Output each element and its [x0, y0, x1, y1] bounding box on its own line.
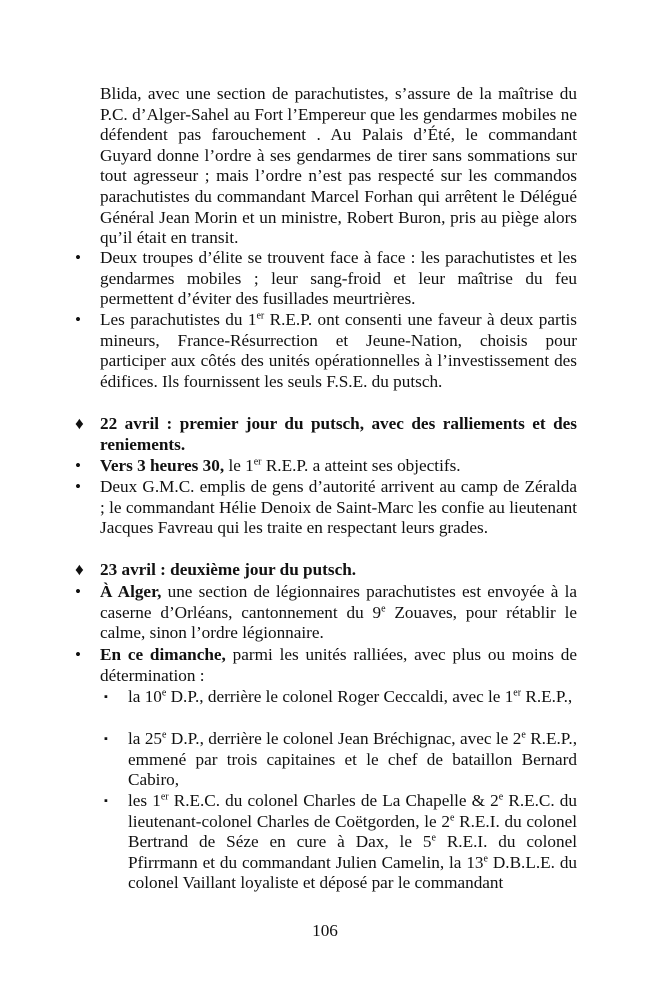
list-item: [75, 310, 577, 392]
list-item: [75, 645, 577, 686]
list-item: [75, 248, 577, 310]
paragraph-continuation: [100, 84, 577, 249]
bullet-dot: •: [75, 477, 82, 496]
bullet-dot: •: [75, 456, 82, 475]
bullet-diamond: ♦: [75, 414, 84, 433]
superscript: e: [449, 811, 455, 823]
bullet-square: ▪: [104, 733, 108, 745]
text-run: R.E.I. du colonel Bertrand de Séze en cure à Dax, le 5: [128, 811, 577, 852]
text-run: le 1: [224, 456, 254, 475]
superscript: e: [381, 602, 386, 614]
list-item: [75, 456, 577, 477]
bold-lead: Vers 3 heures 30,: [100, 456, 225, 475]
section-heading: [75, 414, 577, 455]
superscript: e: [521, 729, 526, 741]
bullet-square: ▪: [104, 795, 108, 807]
list-item-text: Deux G.M.C. emplis de gens d’autorité arrivent au camp de Zéralda ; le commandant Hélie Denoix de Saint-Marc les confie au lieutenant Jacques Favreau qui les traite en respectant leurs grades.: [100, 477, 577, 538]
superscript: e: [162, 729, 167, 741]
bullet-dot: •: [75, 582, 82, 601]
bullet-dot: •: [75, 248, 82, 267]
text-run: parmi les unités ralliées, avec plus ou moins de détermination :: [100, 645, 577, 685]
superscript: e: [498, 791, 504, 803]
bullet-square: ▪: [104, 691, 108, 703]
section-heading: [75, 560, 577, 581]
text-run: la 10: [128, 687, 162, 706]
list-item: [75, 477, 577, 539]
superscript: e: [483, 853, 488, 865]
superscript: er: [513, 687, 522, 699]
heading-text: 23 avril : deuxième jour du putsch.: [100, 560, 357, 579]
text-run: D.P., derrière le colonel Jean Bréchignac, avec le 2: [166, 729, 522, 748]
list-item: [75, 582, 577, 644]
superscript: e: [161, 687, 167, 699]
text-run: Zouaves, pour rétablir le calme, sinon l’ordre légionnaire.: [100, 602, 577, 643]
heading-text: 22 avril : premier jour du putsch, avec des ralliements et des reniements.: [100, 414, 577, 454]
text-run: R.E.I. du colonel Pfirrmann et du commandant Julien Camelin, la 13: [128, 832, 577, 872]
text-run: R.E.C. du lieutenant-colonel Charles de Coëtgorden, le 2: [128, 791, 577, 831]
superscript: er: [256, 310, 265, 322]
bullet-diamond: ♦: [75, 560, 84, 579]
text-run: une section de légionnaires parachutistes est envoyée à la caserne d’Orléans, cantonnement du 9: [100, 582, 577, 622]
sub-list-item: [104, 687, 577, 708]
text-run: R.E.P., emmené par trois capitaines et le chef de bataillon Bernard Cabiro,: [128, 729, 577, 790]
text-run: D.B.L.E. du colonel Vaillant loyaliste et déposé par le commandant: [128, 852, 578, 893]
sub-list-item: [104, 791, 578, 894]
text-run: la 25: [128, 729, 163, 748]
page-number: 106: [312, 921, 338, 940]
sub-list-item: [104, 729, 577, 791]
list-item-text: Deux troupes d’élite se trouvent face à face : les parachutistes et les gendarmes mobiles ; leur sang-froid et leur maîtrise du feu permettent d’éviter des fusillades meurtrières.: [100, 248, 577, 309]
bold-lead: À Alger,: [100, 582, 162, 601]
text-run: R.E.P.,: [521, 687, 573, 706]
text-run: R.E.P. a atteint ses objectifs.: [261, 456, 461, 475]
text-run: D.P., derrière le colonel Roger Ceccaldi, avec le 1: [166, 687, 514, 706]
superscript: er: [160, 791, 169, 803]
superscript: e: [431, 832, 436, 844]
bold-lead: En ce dimanche,: [100, 645, 226, 664]
bullet-dot: •: [75, 645, 82, 664]
text-run: les 1: [128, 791, 161, 810]
superscript: er: [253, 456, 262, 468]
text-run: R.E.C. du colonel Charles de La Chapelle & 2: [168, 791, 499, 810]
bullet-dot: •: [75, 310, 82, 329]
text-run: R.E.P. ont consenti une faveur à deux partis mineurs, France-Résurrection et Jeune-Nation, choisis pour participer aux côtés des unités opérationnelles à l’investissement des édifices. Ils fournissent les seuls F.S.E. du putsch.: [100, 310, 577, 391]
paragraph-text: Blida, avec une section de parachutistes, s’assure de la maîtrise du P.C. d’Alger-Sahel au Fort l’Empereur que les gendarmes mobiles ne défendent pas farouchement . Au Palais d’Été, le commandant Guyard donne l’ordre à ses gendarmes de tirer sans sommations sur tout agresseur ; mais l’ordre n’est pas respecté sur les commandos parachutistes du commandant Marcel Forhan qui arrêtent le Délégué Général Jean Morin et un ministre, Robert Buron, pris au piège alors qu’il était en transit.: [100, 84, 577, 248]
text-run: Les parachutistes du 1: [100, 310, 257, 329]
